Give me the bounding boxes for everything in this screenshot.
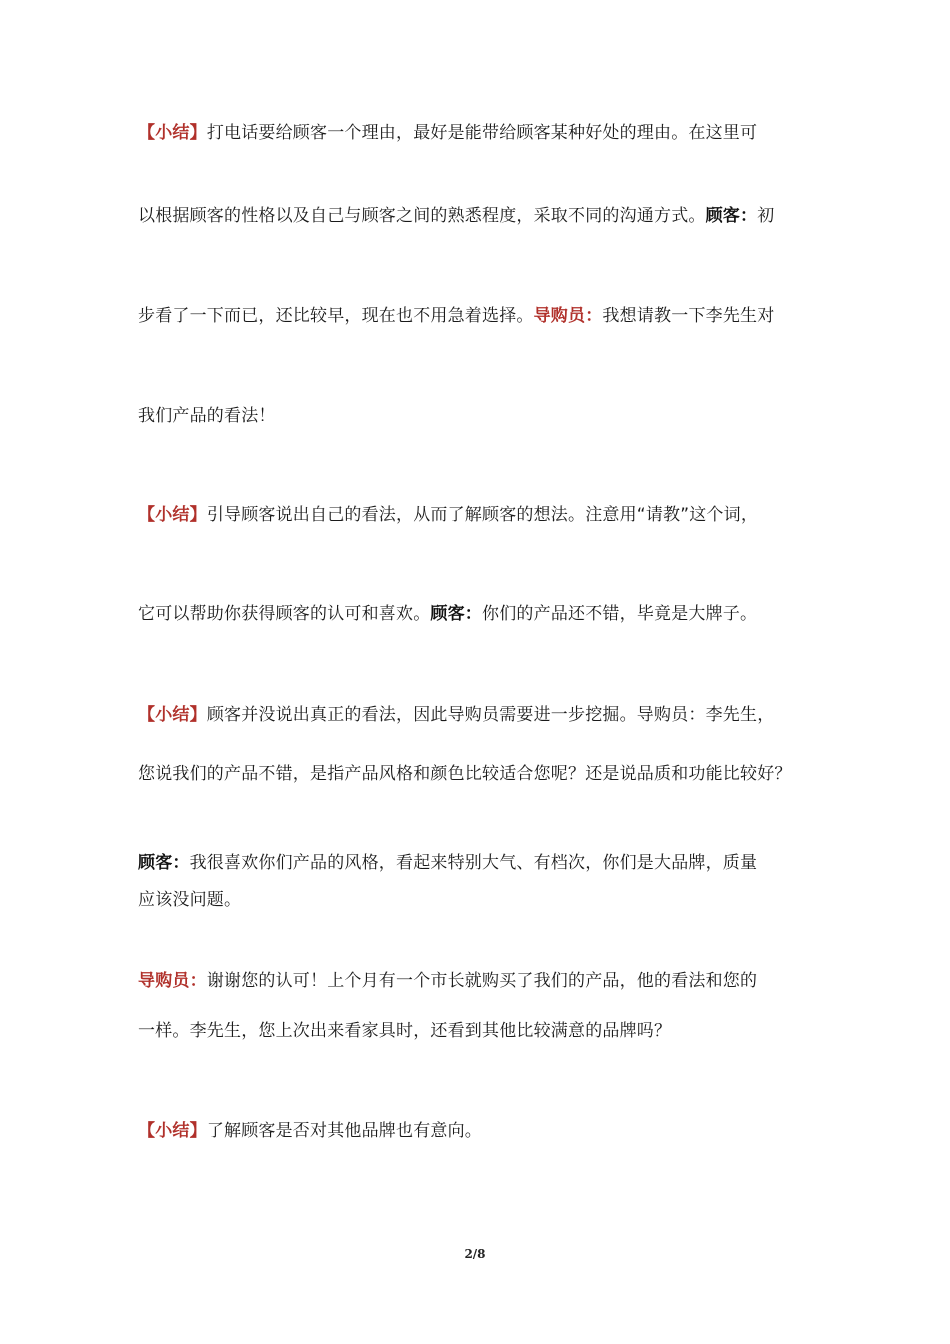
speaker-label: 顾客： bbox=[705, 206, 758, 226]
speaker-label-highlight: 导购员： bbox=[138, 971, 207, 991]
text-line bbox=[138, 404, 828, 428]
body-text: 步看了一下而已，还比较早，现在也不用急着选择。 bbox=[138, 306, 534, 326]
body-text: 打电话要给顾客一个理由，最好是能带给顾客某种好处的理由。在这里可 bbox=[206, 123, 758, 143]
speaker-label: 顾客： bbox=[430, 604, 483, 624]
text-line bbox=[138, 602, 828, 626]
text-line bbox=[138, 1119, 828, 1143]
text-line bbox=[138, 204, 828, 228]
body-text: 我想请教一下李先生对 bbox=[602, 306, 775, 326]
text-line bbox=[138, 503, 828, 527]
text-line bbox=[138, 304, 828, 328]
body-text: 初 bbox=[757, 206, 775, 226]
speaker-label-highlight: 【小结】 bbox=[138, 1121, 207, 1141]
body-text: 顾客并没说出真正的看法，因此导购员需要进一步挖掘。导购员：李先生， bbox=[206, 705, 775, 725]
text-line bbox=[138, 969, 828, 993]
page-number: 2/8 bbox=[464, 1247, 486, 1261]
body-text: 我们产品的看法！ bbox=[138, 406, 276, 426]
text-line bbox=[138, 121, 828, 145]
speaker-label-highlight: 导购员： bbox=[533, 306, 603, 326]
body-text: 以根据顾客的性格以及自己与顾客之间的熟悉程度，采取不同的沟通方式。 bbox=[138, 206, 706, 226]
speaker-label: 顾客： bbox=[138, 853, 190, 873]
body-text: 谢谢您的认可！上个月有一个市长就购买了我们的产品，他的看法和您的 bbox=[206, 971, 758, 991]
text-line bbox=[138, 1019, 828, 1043]
body-text: 一样。李先生，您上次出来看家具时，还看到其他比较满意的品牌吗？ bbox=[138, 1021, 672, 1041]
speaker-label-highlight: 【小结】 bbox=[138, 505, 207, 525]
body-text: 引导顾客说出自己的看法，从而了解顾客的想法。注意用“请教”这个词， bbox=[206, 505, 759, 525]
speaker-label-highlight: 【小结】 bbox=[138, 123, 207, 143]
body-text: 您说我们的产品不错，是指产品风格和颜色比较适合您呢？还是说品质和功能比较好？ bbox=[138, 764, 792, 784]
body-text: 应该没问题。 bbox=[138, 890, 242, 910]
text-line bbox=[138, 762, 828, 786]
text-line bbox=[138, 851, 828, 875]
body-text: 了解顾客是否对其他品牌也有意向。 bbox=[206, 1121, 483, 1141]
body-text: 我很喜欢你们产品的风格，看起来特别大气、有档次，你们是大品牌，质量 bbox=[189, 853, 758, 873]
speaker-label-highlight: 【小结】 bbox=[138, 705, 207, 725]
body-text: 它可以帮助你获得顾客的认可和喜欢。 bbox=[138, 604, 431, 624]
text-line bbox=[138, 703, 828, 727]
body-text: 你们的产品还不错，毕竟是大牌子。 bbox=[482, 604, 758, 624]
text-line bbox=[138, 888, 828, 912]
